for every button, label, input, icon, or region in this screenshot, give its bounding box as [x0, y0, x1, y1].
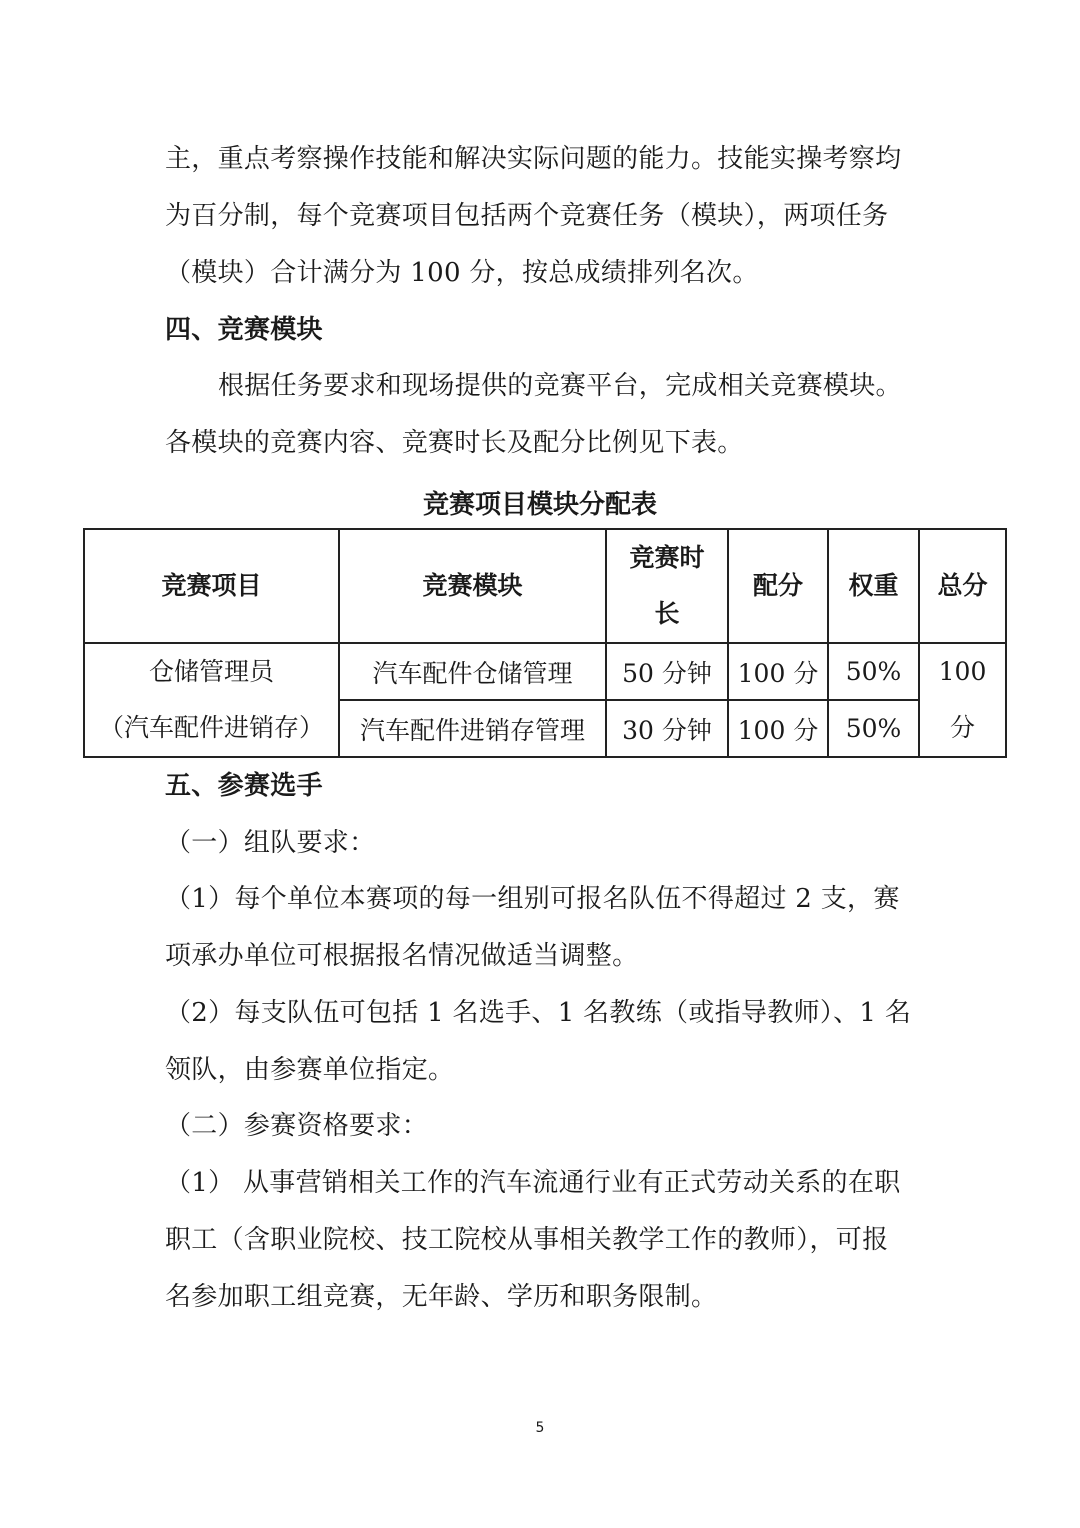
paragraph-line: 领队，由参赛单位指定。 [165, 1055, 455, 1085]
paragraph-line: （1）每个单位本赛项的每一组别可报名队伍不得超过 2 支，赛 [165, 884, 900, 914]
header-total: 总分 [919, 529, 1006, 643]
header-duration: 竞赛时长 [606, 529, 728, 643]
total-value: 100 [938, 657, 987, 686]
paragraph-line: 项承办单位可根据报名情况做适当调整。 [165, 941, 639, 971]
paragraph-line: 职工（含职业院校、技工院校从事相关教学工作的教师），可报 [165, 1225, 889, 1255]
header-module: 竞赛模块 [339, 529, 606, 643]
paragraph-line: （2）每支队伍可包括 1 名选手、1 名教练（或指导教师）、1 名 [165, 998, 912, 1028]
score-cell: 100 分 [728, 700, 828, 757]
paragraph-line: 根据任务要求和现场提供的竞赛平台，完成相关竞赛模块。 [218, 371, 902, 401]
table-title: 竞赛项目模块分配表 [422, 490, 657, 520]
paragraph-line: 为百分制，每个竞赛项目包括两个竞赛任务（模块），两项任务 [165, 201, 889, 231]
subsection-heading: （二）参赛资格要求： [165, 1111, 429, 1141]
project-name: 仓储管理员 [148, 657, 274, 686]
table-row [84, 643, 1006, 700]
section-heading-5: 五、参赛选手 [165, 771, 323, 801]
weight-cell: 50% [828, 643, 919, 700]
module-allocation-table [83, 528, 1007, 758]
subsection-heading: （一）组队要求： [165, 828, 376, 858]
table-header-row [84, 529, 1006, 643]
score-cell: 100 分 [728, 643, 828, 700]
paragraph-line: 各模块的竞赛内容、竞赛时长及配分比例见下表。 [165, 428, 744, 458]
module-cell: 汽车配件进销存管理 [339, 700, 606, 757]
paragraph-line: 主，重点考察操作技能和解决实际问题的能力。技能实操考察均 [165, 144, 902, 174]
module-cell: 汽车配件仓储管理 [339, 643, 606, 700]
total-cell [919, 643, 1006, 757]
paragraph-line: 名参加职工组竞赛，无年龄、学历和职务限制。 [165, 1282, 718, 1312]
header-score: 配分 [728, 529, 828, 643]
paragraph-line: （模块）合计满分为 100 分，按总成绩排列名次。 [165, 258, 759, 288]
section-heading-4: 四、竞赛模块 [165, 315, 323, 345]
weight-cell: 50% [828, 700, 919, 757]
project-name-cell [84, 643, 339, 757]
duration-cell: 50 分钟 [606, 643, 728, 700]
paragraph-line: （1） 从事营销相关工作的汽车流通行业有正式劳动关系的在职 [165, 1168, 901, 1198]
page-number: 5 [535, 1420, 545, 1436]
duration-cell: 30 分钟 [606, 700, 728, 757]
total-unit: 分 [949, 713, 975, 742]
header-weight: 权重 [828, 529, 919, 643]
header-project: 竞赛项目 [84, 529, 339, 643]
project-subname: （汽车配件进销存） [98, 713, 324, 742]
